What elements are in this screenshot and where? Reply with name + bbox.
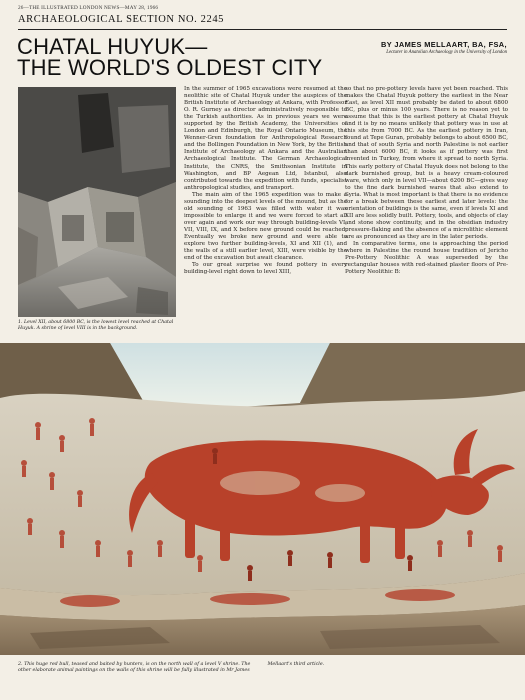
byline-affiliation: Lecturer in Anatolian Archaeology in the University of London: [386, 50, 507, 55]
paragraph: The main aim of the 1965 expedition was to make a sounding into the deepest levels of the mound, but as the old sounding of 1963 was filled with water it was impossible to enlarge it and we were forced to start all over again and work our way through building-levels VI, VII, VIII, IX, and X before new ground could be reached. Eventually we broke new ground and were able to explore two further building-levels, XI and XII (1), and the walls of a still earlier level, XIII, were visible by the end of the excavation but await clearance.: [184, 191, 347, 262]
headline-line-2: THE WORLD'S OLDEST CITY: [17, 55, 323, 80]
headline-line-1: CHATAL HUYUK—: [17, 34, 208, 59]
paragraph: In the summer of 1965 excavations were resumed at the neolithic site of Chatal Huyuk under the auspices of the British Institute of Archaeology at Ankara, with Professor O. R. Gurney as director administratively responsible to the Turkish authorities. As in previous years we were supported by the British Academy, the Universities of London and Edinburgh, the Royal Ontario Museum, the Wenner-Gren foundation for Anthropological Research and the Bollingen Foundation in New York, by the British Institute of Archaeology at Ankara and the Australian Archaeological Institute. The German Archaeological Institute, the CNRS, the Smithsonian Institute in Washington, and BP Aegean Ltd, Istanbul, also contributed towards the expedition with funds, specialist anthropological studies, and transport.: [184, 86, 347, 191]
running-head: 26—THE ILLUSTRATED LONDON NEWS—MAY 28, 1966: [18, 5, 159, 11]
paragraph: To our great surprise we found pottery in every building-level right down to level XIII,: [184, 262, 347, 276]
headline: [17, 36, 347, 78]
byline-author: BY JAMES MELLAART, BA, FSA,: [380, 40, 507, 49]
excavation-illustration: [18, 87, 176, 317]
section-label: ARCHAEOLOGICAL SECTION NO. 2245: [18, 14, 225, 25]
paragraph: In comparative terms, one is approaching the period where in Palestine the round house tradition of Jericho Pre-Pottery Neolithic A was superseded by the rectangular houses with red-stained plaster floors of Pre-Pottery Neolithic B:: [345, 241, 508, 276]
bull-painting-illustration: [0, 343, 525, 655]
article-column-2: [184, 86, 347, 276]
header-rule: [18, 29, 507, 30]
article-column-3: [345, 86, 508, 276]
figure-2-bull-painting-photo: [0, 343, 525, 655]
figure-2-caption: 2. This huge red bull, teased and baited by hunters, is on the north wall of a level V shrine. The other elaborate animal paintings on the walls of this shrine will be fully illustrated in Mr James Mellaart's third article.: [18, 662, 325, 673]
figure-1-caption: 1. Level XII, about 6800 BC, is the lowest level reached at Chatal Huyuk. A shrine of level VIII is in the background.: [18, 320, 174, 331]
paragraph: so that no pre-pottery levels have yet been reached. This makes the Chatal Huyuk pottery the earliest in the Near East, as level XII must probably be dated to about 6800 BC, plus or minus 100 years. There is no reason yet to assume that this is the earliest pottery at Chatal Huyuk and it is by no means unlikely that pottery was in use at this site from 7000 BC. As the earliest pottery in Iran, found at Tepe Guran, probably belongs to about 6500 BC, and that of south Syria and north Palestine is not earlier than about 6000 BC, it looks as if pottery was first invented in Turkey, from where it spread to north Syria. This early pottery of Chatal Huyuk does not belong to the dark burnished group, but is a heavy cream-coloured ware, which only in level VII—about 6200 BC—gives way to the fine dark burnished wares that also extend to Syria. What is most important is that there is no evidence for a break between these earliest and later levels: the orientation of buildings is the same, even if levels XI and XII are less solidly built. Pottery, tools, and objects of clay and stone show continuity, and in the obsidian industry pressure-flaking and the absence of a microlithic element are as pronounced as they are in the later periods.: [345, 86, 508, 240]
figure-1-excavation-photo: [18, 87, 176, 317]
